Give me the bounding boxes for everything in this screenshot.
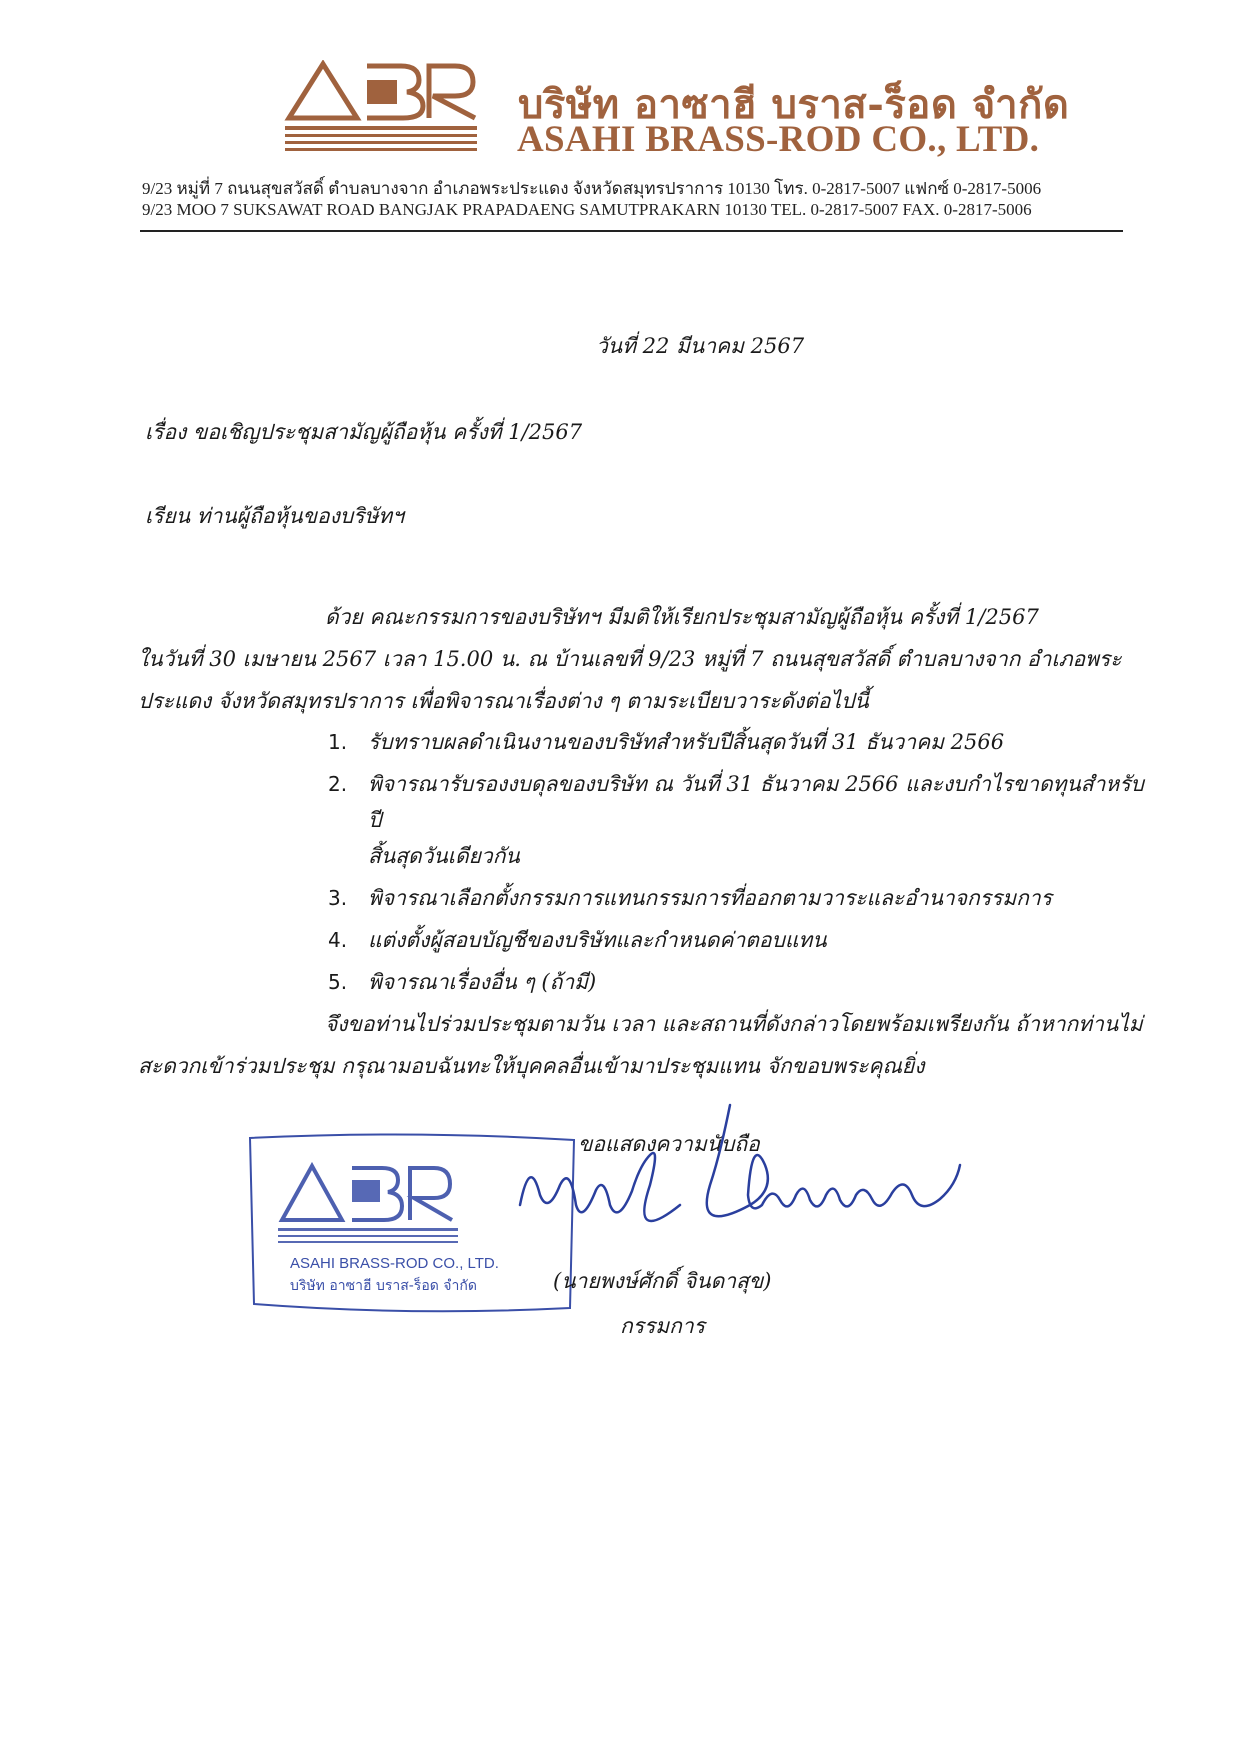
letterhead-divider [140, 230, 1123, 232]
signer-name: (นายพงษ์ศักดิ์ จินดาสุข) [553, 1269, 772, 1293]
agenda-text: พิจารณารับรองงบดุลของบริษัท ณ วันที่ 31 ธันวาคม 2566 และงบกำไรขาดทุนสำหรับปี [368, 772, 1144, 832]
paragraph-line: สะดวกเข้าร่วมประชุม กรุณามอบฉันทะให้บุคคลอื่นเข้ามาประชุมแทน จักขอบพระคุณยิ่ง [138, 1054, 925, 1078]
agenda-list [325, 724, 1155, 1006]
paragraph-line: ประแดง จังหวัดสมุทรปราการ เพื่อพิจารณาเรื่องต่าง ๆ ตามระเบียบวาระดังต่อไปนี้ [138, 689, 869, 713]
paragraph-line: ในวันที่ 30 เมษายน 2567 เวลา 15.00 น. ณ บ้านเลขที่ 9/23 หมู่ที่ 7 ถนนสุขสวัสดิ์ ตำบลบางจาก อำเภอพระ [138, 647, 1122, 671]
signer-position: กรรมการ [620, 1314, 705, 1338]
stamp-name-thai: บริษัท อาซาฮี บราส-ร็อด จำกัด [290, 1278, 477, 1294]
letter-salutation: เรียน ท่านผู้ถือหุ้นของบริษัทฯ [145, 504, 404, 528]
company-name-english: ASAHI BRASS-ROD CO., LTD. [517, 119, 1040, 160]
agenda-text: แต่งตั้งผู้สอบบัญชีของบริษัทและกำหนดค่าตอบแทน [368, 928, 827, 952]
closing-paragraph [138, 1003, 1154, 1087]
agenda-number: 4. [328, 928, 348, 952]
agenda-number: 3. [328, 886, 348, 910]
agenda-item [325, 880, 1155, 916]
closing-salutation: ขอแสดงความนับถือ [578, 1132, 760, 1156]
agenda-text: รับทราบผลดำเนินงานของบริษัทสำหรับปีสิ้นสุดวันที่ 31 ธันวาคม 2566 [368, 730, 1005, 754]
paragraph-line: จึงขอท่านไปร่วมประชุมตามวัน เวลา และสถานที่ดังกล่าวโดยพร้อมเพรียงกัน ถ้าหากท่านไม่ [325, 1012, 1143, 1036]
address-english: 9/23 MOO 7 SUKSAWAT ROAD BANGJAK PRAPADAENG SAMUTPRAKARN 10130 TEL. 0-2817-5007 FAX. 0-2817-5006 [142, 200, 1032, 219]
agenda-item [325, 922, 1155, 958]
agenda-item [325, 766, 1155, 874]
letter-subject: เรื่อง ขอเชิญประชุมสามัญผู้ถือหุ้น ครั้งที่ 1/2567 [145, 420, 583, 444]
stamp-name-english: ASAHI BRASS-ROD CO., LTD. [290, 1255, 499, 1272]
agenda-text: พิจารณาเรื่องอื่น ๆ (ถ้ามี) [368, 970, 597, 994]
agenda-item [325, 964, 1155, 1000]
address-thai: 9/23 หมู่ที่ 7 ถนนสุขสวัสดิ์ ตำบลบางจาก อำเภอพระประแดง จังหวัดสมุทรปราการ 10130 โทร. 0-2817-5007 แฟกซ์ 0-2817-5006 [142, 179, 1042, 198]
agenda-number: 1. [328, 730, 348, 754]
agenda-item [325, 724, 1155, 760]
company-logo [283, 60, 483, 160]
signature [500, 1095, 1020, 1255]
agenda-number: 5. [328, 970, 348, 994]
paragraph-line: ด้วย คณะกรรมการของบริษัทฯ มีมติให้เรียกประชุมสามัญผู้ถือหุ้น ครั้งที่ 1/2567 [325, 605, 1039, 629]
agenda-number: 2. [328, 772, 348, 796]
letter-date: วันที่ 22 มีนาคม 2567 [596, 334, 805, 358]
invitation-paragraph [138, 596, 1154, 722]
company-name-thai: บริษัท อาซาฮี บราส-ร็อด จำกัด [518, 81, 1070, 128]
agenda-text-continued: สิ้นสุดวันเดียวกัน [368, 844, 520, 868]
agenda-text: พิจารณาเลือกตั้งกรรมการแทนกรรมการที่ออกตามวาระและอำนาจกรรมการ [368, 886, 1052, 910]
